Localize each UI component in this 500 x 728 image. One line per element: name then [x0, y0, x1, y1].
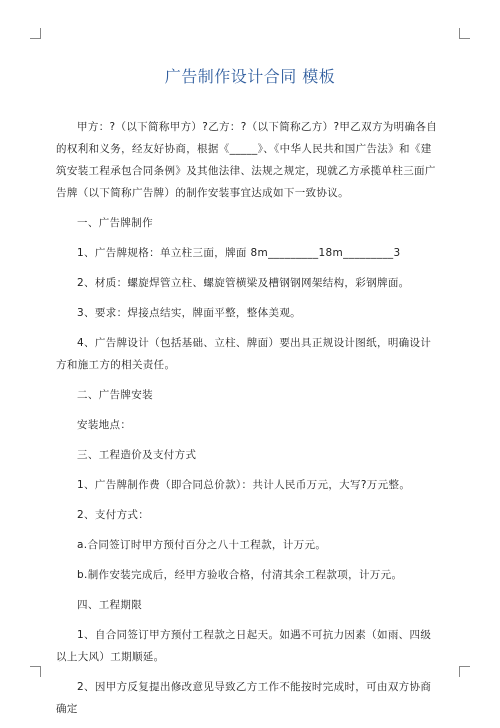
- clause-3-1: 1、广告牌制作费（即合同总价款）：共计人民币万元，大写?万元整。: [77, 479, 411, 491]
- section-heading-1: 一、广告牌制作: [77, 217, 153, 229]
- crop-mark-top-right: [459, 28, 470, 39]
- section-heading-4: 四、工程期限: [77, 599, 143, 611]
- clause-1-2: 2、材质：螺旋焊管立柱、螺旋管横梁及槽钢钢网架结构，彩钢牌面。: [77, 277, 410, 289]
- document-title: 广告制作设计合同 模板: [164, 67, 336, 86]
- clause-1-1: 1、广告牌规格：单立柱三面，牌面 8m_________18m_________3: [77, 247, 401, 259]
- document-body: [56, 116, 438, 728]
- clause-3-2b: b.制作安装完成后，经甲方验收合格，付清其余工程款项，计万元。: [77, 569, 403, 581]
- clause-1-4: 4、广告牌设计（包括基础、立柱、牌面）要出具正规设计图纸，明确设计方和施工方的相关责任。: [56, 337, 432, 371]
- crop-mark-bottom-left: [30, 666, 41, 677]
- crop-mark-bottom-right: [459, 666, 470, 677]
- clause-4-2: 2、因甲方反复提出修改意见导致乙方工作不能按时完成时，可由双方协商确定: [56, 681, 432, 715]
- crop-mark-top-left: [30, 28, 41, 39]
- intro-paragraph: 甲方：?（以下简称甲方）?乙方：?（以下简称乙方）?甲乙双方为明确各自的权利和义务，经友好协商，根据《_____》、《中华人民共和国广告法》和《建筑安装工程承包合同条例》及其他法律、法规之规定，现就乙方承揽单柱三面广告牌（以下简称广告牌）的制作安装事宜达成如下一致协议。: [56, 121, 438, 199]
- clause-4-1: 1、自合同签订甲方预付工程款之日起天。如遇不可抗力因素（如雨、四级以上大风）工期顺延。: [56, 629, 432, 663]
- section-heading-3: 三、工程造价及支付方式: [77, 449, 197, 461]
- clause-3-2: 2、支付方式：: [77, 509, 150, 521]
- clause-1-3: 3、要求：焊接点结实，牌面平整，整体美观。: [77, 307, 302, 319]
- section-heading-2: 二、广告牌安装: [77, 389, 153, 401]
- clause-2-location: 安装地点：: [77, 419, 132, 431]
- clause-3-2a: a.合同签订时甲方预付百分之八十工程款，计万元。: [77, 539, 327, 551]
